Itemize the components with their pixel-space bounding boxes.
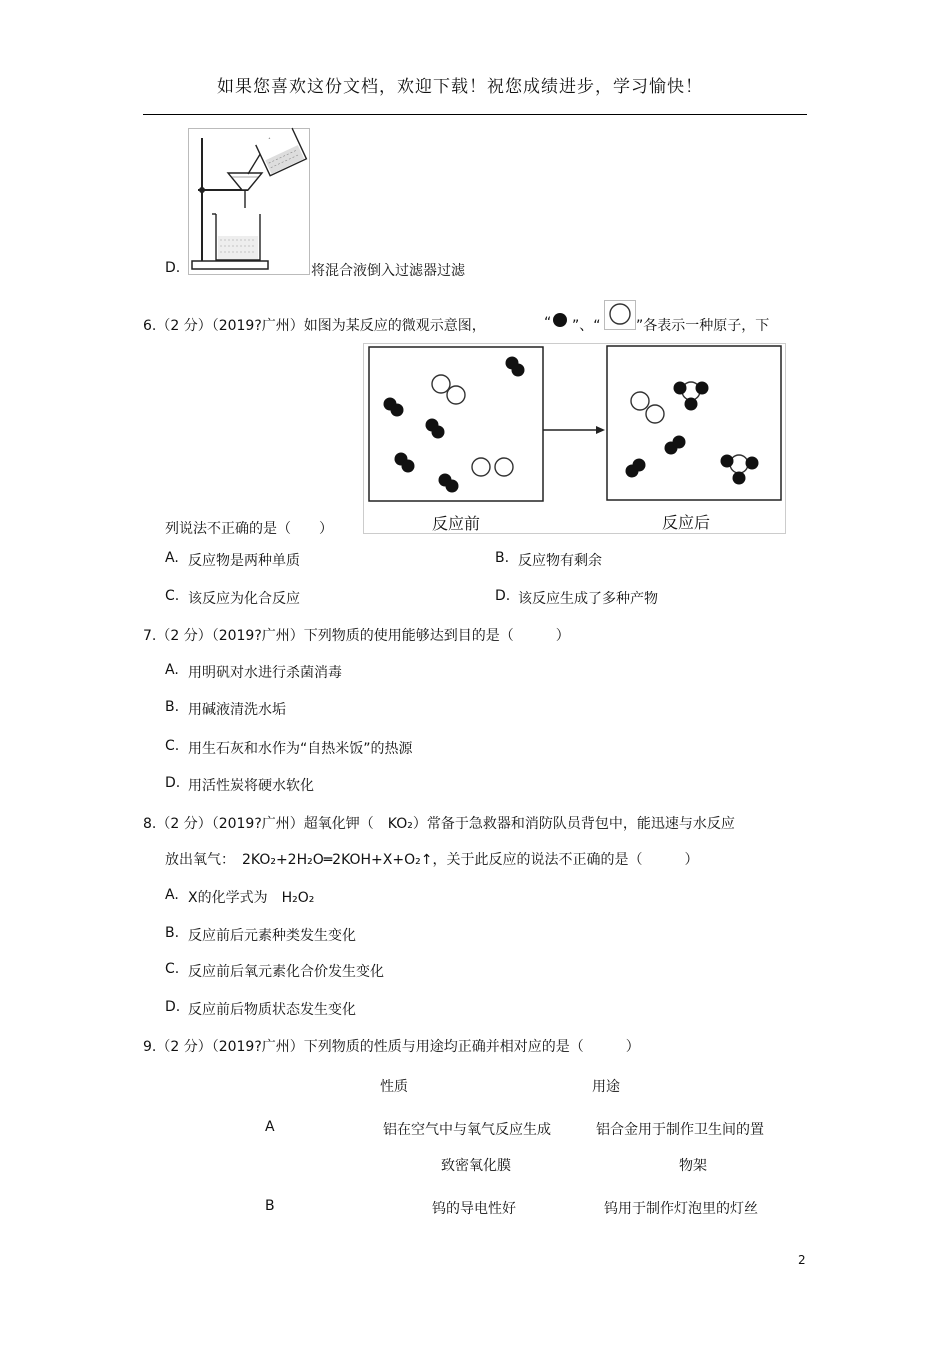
q7-stem: 7.（2 分）（2019?广州）下列物质的使用能够达到目的是（ ） bbox=[143, 628, 570, 644]
q7-option-b-letter: B. bbox=[165, 699, 180, 715]
q8-option-b-text: 反应前后元素种类发生变化 bbox=[188, 928, 356, 944]
q6-option-c-text: 该反应为化合反应 bbox=[188, 591, 300, 607]
q7-option-a-letter: A. bbox=[165, 662, 179, 678]
q7-option-a-text: 用明矾对水进行杀菌消毒 bbox=[188, 665, 342, 681]
q6-option-d-text: 该反应生成了多种产物 bbox=[518, 591, 658, 607]
q9-stem: 9.（2 分）（2019?广州）下列物质的性质与用途均正确并相对应的是（ ） bbox=[143, 1039, 640, 1055]
q9-table-header-property: 性质 bbox=[380, 1079, 408, 1095]
q6-stem-part1: 6.（2 分）（2019?广州）如图为某反应的微观示意图， bbox=[143, 318, 486, 334]
label-before-reaction: 反应前 bbox=[432, 514, 481, 533]
filtration-apparatus-illustration bbox=[188, 128, 312, 276]
q8-stem-line2: 放出氧气： 2KO₂+2H₂O═2KOH+X+O₂↑，关于此反应的说法不正确的是（ ） bbox=[165, 852, 699, 868]
header-banner: 如果您喜欢这份文档，欢迎下载！祝您成绩进步，学习愉快！ bbox=[217, 77, 703, 97]
q5-option-d-text: 将混合液倒入过滤器过滤 bbox=[311, 263, 465, 279]
q9-row-a-property-line2: 致密氧化膜 bbox=[441, 1158, 511, 1174]
q9-row-b-use-line1: 钨用于制作灯泡里的灯丝 bbox=[604, 1201, 758, 1217]
q6-quote-close: ”各表示一种原子，下 bbox=[636, 318, 770, 334]
q6-option-c-letter: C. bbox=[165, 588, 180, 604]
label-after-reaction: 反应后 bbox=[662, 513, 711, 532]
q7-option-c-letter: C. bbox=[165, 738, 180, 754]
black-atom-symbol-icon bbox=[552, 312, 568, 328]
q8-option-b-letter: B. bbox=[165, 925, 180, 941]
q6-stem-part2: 列说法不正确的是（ ） bbox=[165, 521, 333, 537]
q7-option-b-text: 用碱液清洗水垢 bbox=[188, 702, 286, 718]
q8-stem-line1: 8.（2 分）（2019?广州）超氧化钾（ KO₂）常备于急救器和消防队员背包中，能迅速与水反应 bbox=[143, 816, 735, 832]
q6-option-d-letter: D. bbox=[495, 588, 511, 604]
q6-option-b-letter: B. bbox=[495, 550, 510, 566]
reaction-microscopic-diagram bbox=[363, 343, 787, 535]
q6-option-a-letter: A. bbox=[165, 550, 179, 566]
q8-option-d-letter: D. bbox=[165, 999, 181, 1015]
q6-option-b-text: 反应物有剩余 bbox=[518, 553, 602, 569]
q7-option-c-text: 用生石灰和水作为“自热米饭”的热源 bbox=[188, 741, 413, 757]
q8-option-c-letter: C. bbox=[165, 961, 180, 977]
q8-option-c-text: 反应前后氧元素化合价发生变化 bbox=[188, 964, 384, 980]
header-rule bbox=[143, 114, 807, 115]
q8-option-a-letter: A. bbox=[165, 887, 179, 903]
q7-option-d-text: 用活性炭将硬水软化 bbox=[188, 778, 314, 794]
q9-row-b-letter: B bbox=[265, 1198, 275, 1214]
q9-table-header-use: 用途 bbox=[592, 1079, 620, 1095]
q9-row-b-property-line1: 钨的导电性好 bbox=[432, 1201, 516, 1217]
q6-quote-mid: ”、“ bbox=[572, 318, 601, 334]
q9-row-a-property-line1: 铝在空气中与氧气反应生成 bbox=[383, 1122, 551, 1138]
white-atom-symbol-icon bbox=[604, 300, 636, 330]
q6-option-a-text: 反应物是两种单质 bbox=[188, 553, 300, 569]
q8-option-d-text: 反应前后物质状态发生变化 bbox=[188, 1002, 356, 1018]
q5-option-d-letter: D. bbox=[165, 260, 181, 276]
q9-row-a-letter: A bbox=[265, 1119, 275, 1135]
q9-row-a-use-line2: 物架 bbox=[679, 1158, 707, 1174]
q6-quote-open: “ bbox=[544, 315, 552, 331]
q9-row-a-use-line1: 铝合金用于制作卫生间的置 bbox=[596, 1122, 764, 1138]
page-number: 2 bbox=[798, 1253, 806, 1267]
q8-option-a-text: X的化学式为 H₂O₂ bbox=[188, 890, 315, 906]
q7-option-d-letter: D. bbox=[165, 775, 181, 791]
